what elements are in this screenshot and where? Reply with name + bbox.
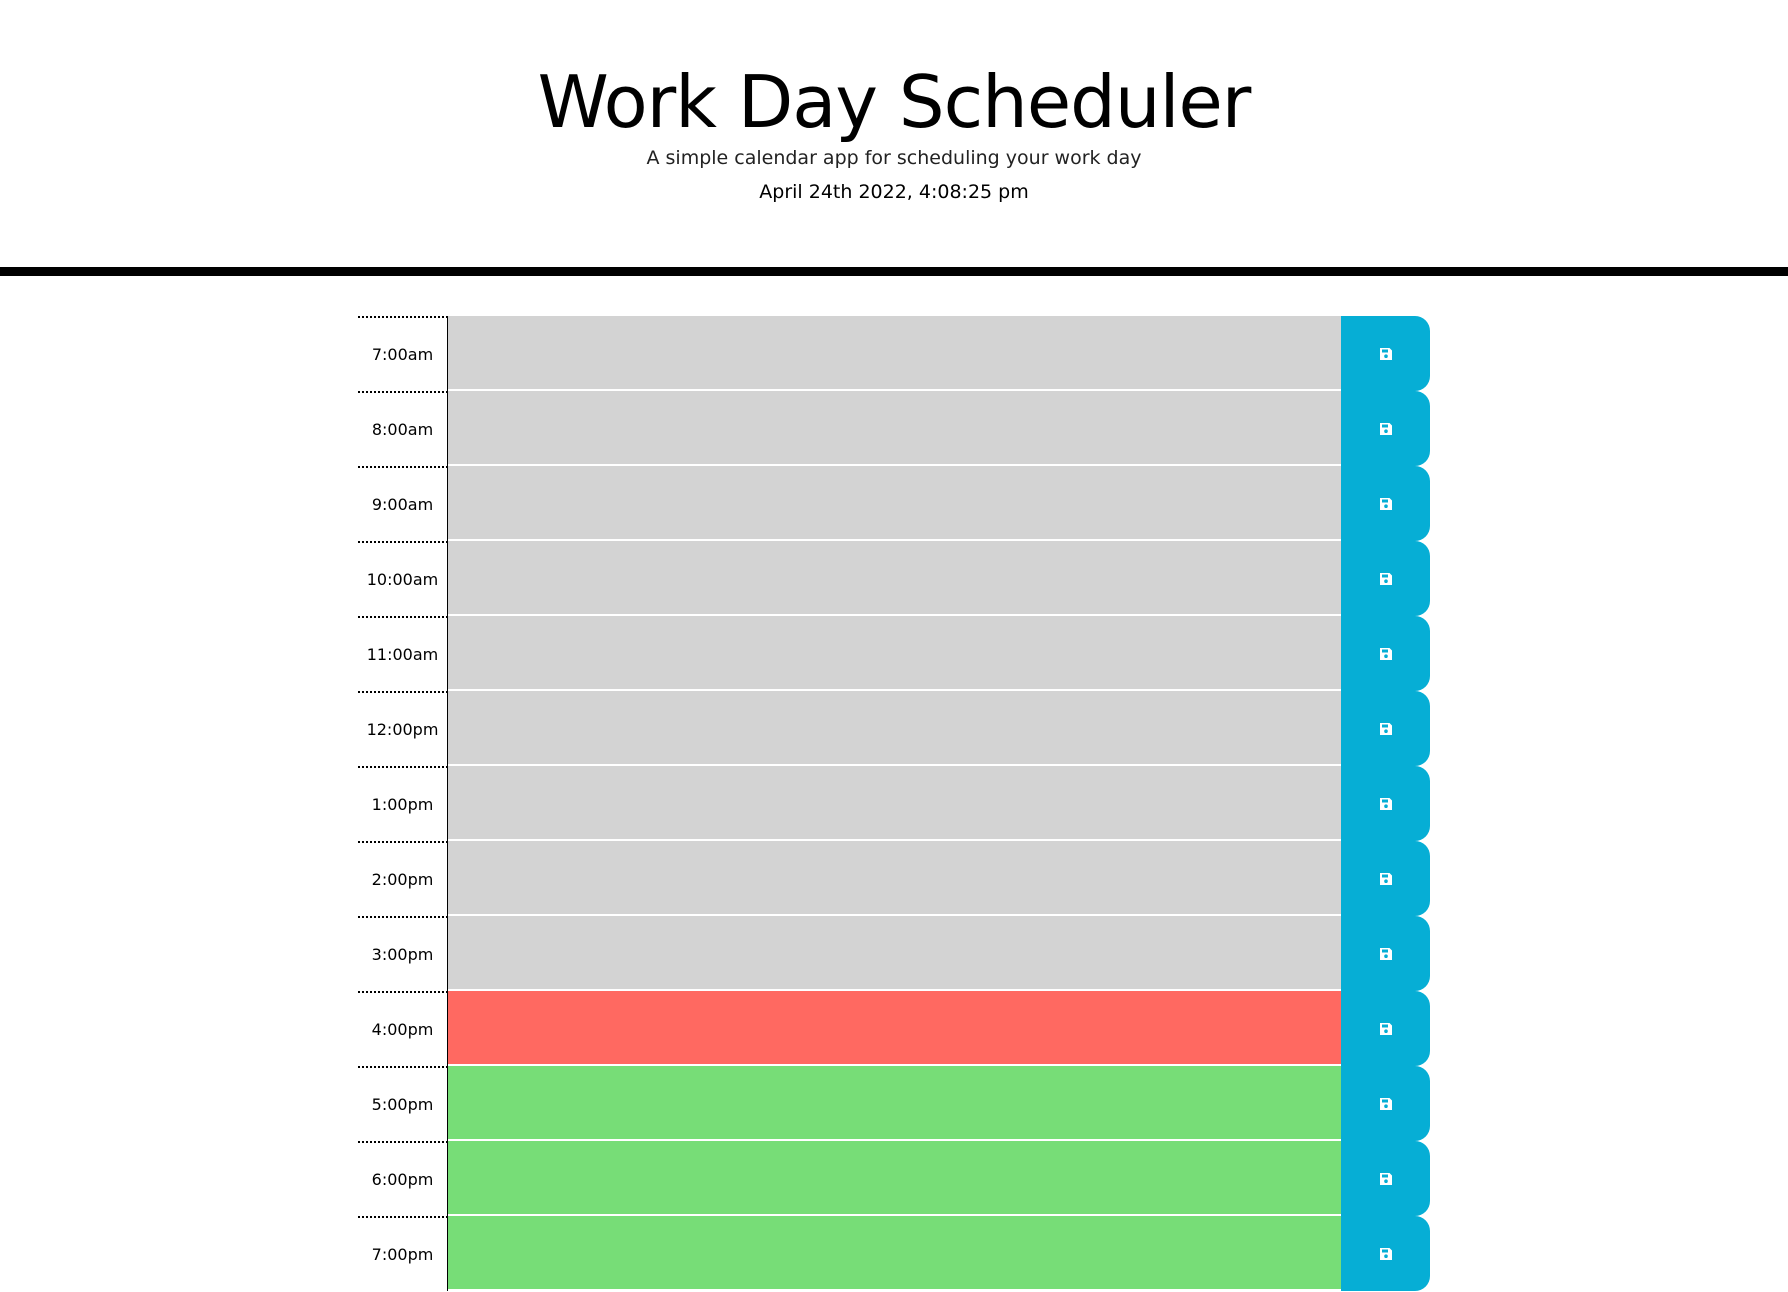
save-button[interactable] xyxy=(1341,391,1430,466)
time-blocks-container xyxy=(358,316,1430,1291)
event-description-input[interactable] xyxy=(448,316,1341,391)
event-description-input[interactable] xyxy=(448,691,1341,766)
event-description-input[interactable] xyxy=(448,991,1341,1066)
header xyxy=(0,0,1788,276)
time-block-row xyxy=(358,1216,1430,1291)
time-block-row xyxy=(358,541,1430,616)
time-block-row xyxy=(358,1066,1430,1141)
hour-label: 10:00am xyxy=(358,541,448,616)
save-icon xyxy=(1379,347,1393,361)
hour-label: 3:00pm xyxy=(358,916,448,991)
save-icon xyxy=(1379,1097,1393,1111)
hour-label: 2:00pm xyxy=(358,841,448,916)
save-icon xyxy=(1379,1247,1393,1261)
current-date: April 24th 2022, 4:08:25 pm xyxy=(759,181,1029,203)
hour-label: 1:00pm xyxy=(358,766,448,841)
event-description-input[interactable] xyxy=(448,841,1341,916)
event-description-input[interactable] xyxy=(448,616,1341,691)
time-block-row xyxy=(358,841,1430,916)
time-block-row xyxy=(358,916,1430,991)
event-description-input[interactable] xyxy=(448,766,1341,841)
time-block-row xyxy=(358,391,1430,466)
save-button[interactable] xyxy=(1341,316,1430,391)
save-icon xyxy=(1379,422,1393,436)
save-button[interactable] xyxy=(1341,1141,1430,1216)
save-button[interactable] xyxy=(1341,691,1430,766)
save-button[interactable] xyxy=(1341,1216,1430,1291)
time-block-row xyxy=(358,991,1430,1066)
save-icon xyxy=(1379,797,1393,811)
time-block-row xyxy=(358,466,1430,541)
time-block-row xyxy=(358,316,1430,391)
save-button[interactable] xyxy=(1341,616,1430,691)
hour-label: 11:00am xyxy=(358,616,448,691)
hour-label: 7:00pm xyxy=(358,1216,448,1291)
save-icon xyxy=(1379,722,1393,736)
hour-label: 9:00am xyxy=(358,466,448,541)
save-icon xyxy=(1379,1172,1393,1186)
hour-label: 4:00pm xyxy=(358,991,448,1066)
hour-label: 8:00am xyxy=(358,391,448,466)
hour-label: 6:00pm xyxy=(358,1141,448,1216)
event-description-input[interactable] xyxy=(448,916,1341,991)
save-icon xyxy=(1379,872,1393,886)
event-description-input[interactable] xyxy=(448,1066,1341,1141)
save-icon xyxy=(1379,947,1393,961)
save-button[interactable] xyxy=(1341,541,1430,616)
save-icon xyxy=(1379,647,1393,661)
event-description-input[interactable] xyxy=(448,1141,1341,1216)
event-description-input[interactable] xyxy=(448,541,1341,616)
hour-label: 7:00am xyxy=(358,316,448,391)
time-block-row xyxy=(358,766,1430,841)
time-block-row xyxy=(358,616,1430,691)
time-block-row xyxy=(358,1141,1430,1216)
event-description-input[interactable] xyxy=(448,391,1341,466)
save-button[interactable] xyxy=(1341,766,1430,841)
hour-label: 5:00pm xyxy=(358,1066,448,1141)
page-title: Work Day Scheduler xyxy=(537,60,1251,144)
save-button[interactable] xyxy=(1341,466,1430,541)
save-icon xyxy=(1379,1022,1393,1036)
save-button[interactable] xyxy=(1341,991,1430,1066)
event-description-input[interactable] xyxy=(448,1216,1341,1291)
save-icon xyxy=(1379,497,1393,511)
save-button[interactable] xyxy=(1341,1066,1430,1141)
save-icon xyxy=(1379,572,1393,586)
hour-label: 12:00pm xyxy=(358,691,448,766)
event-description-input[interactable] xyxy=(448,466,1341,541)
page-subtitle: A simple calendar app for scheduling your work day xyxy=(646,147,1142,169)
save-button[interactable] xyxy=(1341,916,1430,991)
time-block-row xyxy=(358,691,1430,766)
save-button[interactable] xyxy=(1341,841,1430,916)
